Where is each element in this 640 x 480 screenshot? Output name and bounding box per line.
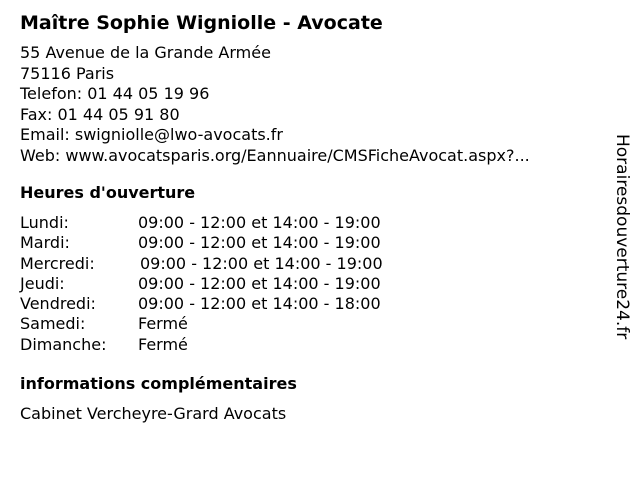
email-row [20,125,530,146]
hours-day: Samedi: [20,314,86,334]
hours-time: 09:00 - 12:00 et 14:00 - 19:00 [140,253,383,273]
contact-block [20,43,530,166]
web-link[interactable]: www.avocatsparis.org/Eannuaire/CMSFicheAvocat.aspx?... [65,145,530,165]
hours-time: Fermé [138,334,188,354]
hours-day: Vendredi: [20,294,96,314]
web-label: Web: [20,145,66,165]
info-heading: informations complémentaires [20,374,297,393]
hours-time: 09:00 - 12:00 et 14:00 - 19:00 [138,233,381,253]
address-city: 75116 Paris [20,63,115,83]
info-text: Cabinet Vercheyre-Grard Avocats [20,404,287,423]
hours-heading: Heures d'ouverture [20,183,196,202]
hours-day: Jeudi: [20,273,65,293]
hours-time: 09:00 - 12:00 et 14:00 - 19:00 [138,213,381,232]
address-street: 55 Avenue de la Grande Armée [20,43,271,62]
hours-day: Lundi: [20,213,69,232]
web-row [20,146,530,167]
side-brand-watermark: Horairesdouverture24.fr [612,134,632,340]
fax-number: Fax: 01 44 05 91 80 [20,104,180,124]
phone-number[interactable]: Telefon: 01 44 05 19 96 [20,84,210,103]
email-label: Email: [20,125,75,144]
hours-time: Fermé [138,314,188,334]
hours-day: Dimanche: [20,334,107,354]
hours-day: Mardi: [20,233,70,253]
hours-time: 09:00 - 12:00 et 14:00 - 19:00 [138,273,381,293]
email-link[interactable]: swigniolle@lwo-avocats.fr [74,125,283,144]
hours-day: Mercredi: [20,253,95,273]
page-title: Maître Sophie Wigniolle - Avocate [20,12,383,34]
hours-time: 09:00 - 12:00 et 14:00 - 18:00 [138,294,381,314]
